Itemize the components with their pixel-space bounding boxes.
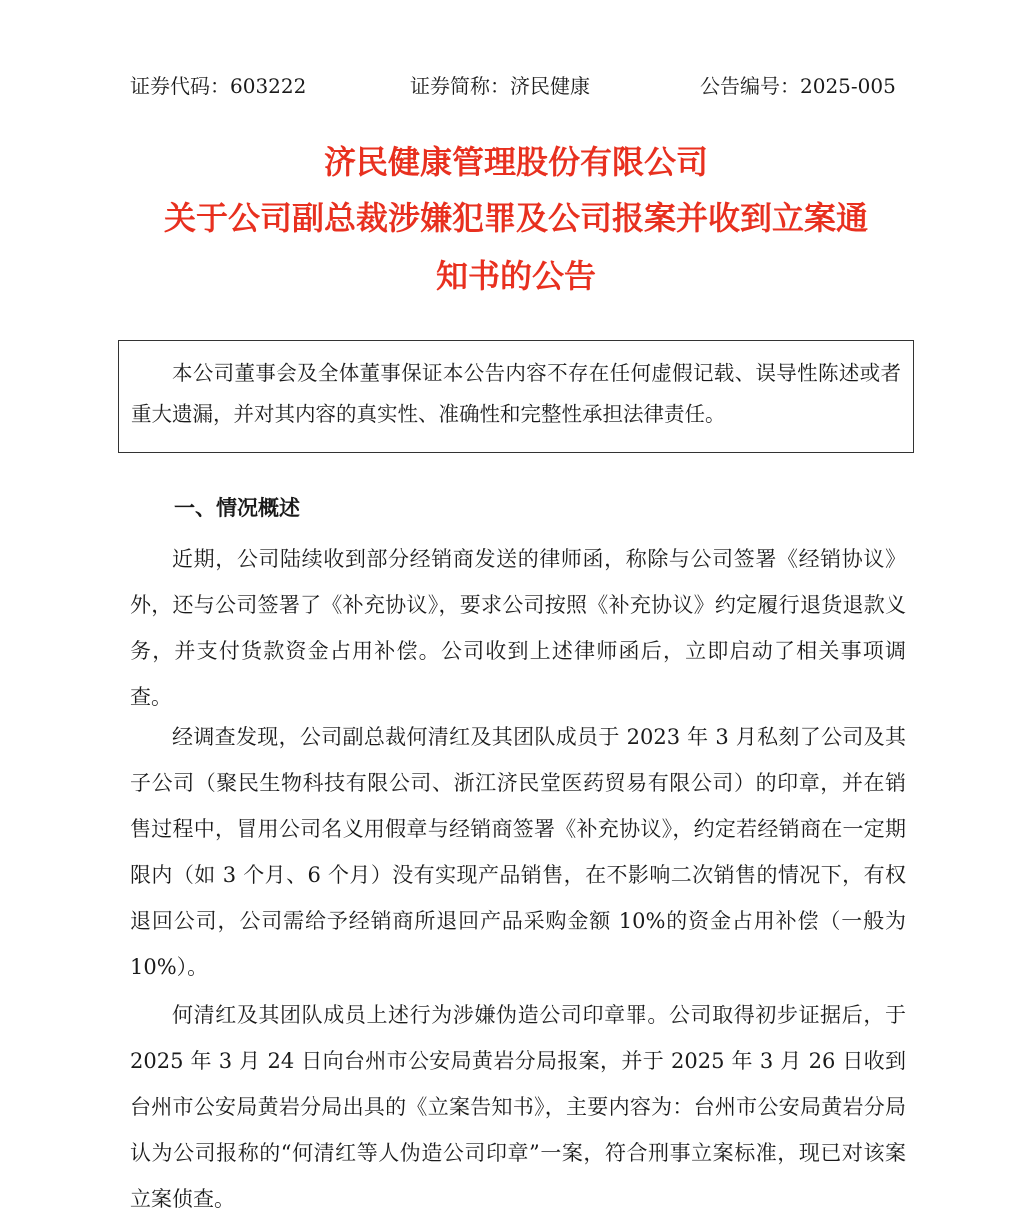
paragraph-investigation: 经调查发现，公司副总裁何清红及其团队成员于 2023 年 3 月私刻了公司及其子公司（聚民生物科技有限公司、浙江济民堂医药贸易有限公司）的印章，并在销售过程中，冒用公司名义用假章与经销商签署《补充协议》，约定若经销商在一定期限内（如 3 个月、6 个月）没有实现产品销售，在不影响二次销售的情况下，有权退回公司，公司需给予经销商所退回产品采购金额 10%的资金占用补偿（一般为 10%）。 (130, 725, 906, 979)
paragraph-overview: 近期，公司陆续收到部分经销商发送的律师函，称除与公司签署《经销协议》外，还与公司签署了《补充协议》，要求公司按照《补充协议》约定履行退货退款义务，并支付货款资金占用补偿。公司收到上述律师函后，立即启动了相关事项调查。 (130, 547, 906, 709)
announcement-number: 公告编号：2025-005 (700, 74, 896, 98)
announcement-title-line-1: 关于公司副总裁涉嫌犯罪及公司报案并收到立案通 (163, 199, 868, 237)
announcement-meta (0, 70, 1032, 102)
announcement-title-line-2: 知书的公告 (435, 257, 596, 295)
paragraph-report: 何清红及其团队成员上述行为涉嫌伪造公司印章罪。公司取得初步证据后，于 2025 年 3 月 24 日向台州市公安局黄岩分局报案，并于 2025 年 3 月 26 日收到台州市公安局黄岩分局出具的《立案告知书》，主要内容为：台州市公安局黄岩分局认为公司报称的“何清红等人伪造公司印章”一案，符合刑事立案标准，现已对该案立案侦查。 (130, 1003, 906, 1211)
stock-name: 证券简称：济民健康 (410, 74, 590, 98)
company-title: 济民健康管理股份有限公司 (323, 143, 708, 181)
section-heading: 一、情况概述 (174, 495, 300, 520)
stock-code: 证券代码：603222 (130, 74, 307, 98)
board-statement-box: 本公司董事会及全体董事保证本公告内容不存在任何虚假记载、误导性陈述或者重大遗漏，并对其内容的真实性、准确性和完整性承担法律责任。 (118, 340, 914, 453)
